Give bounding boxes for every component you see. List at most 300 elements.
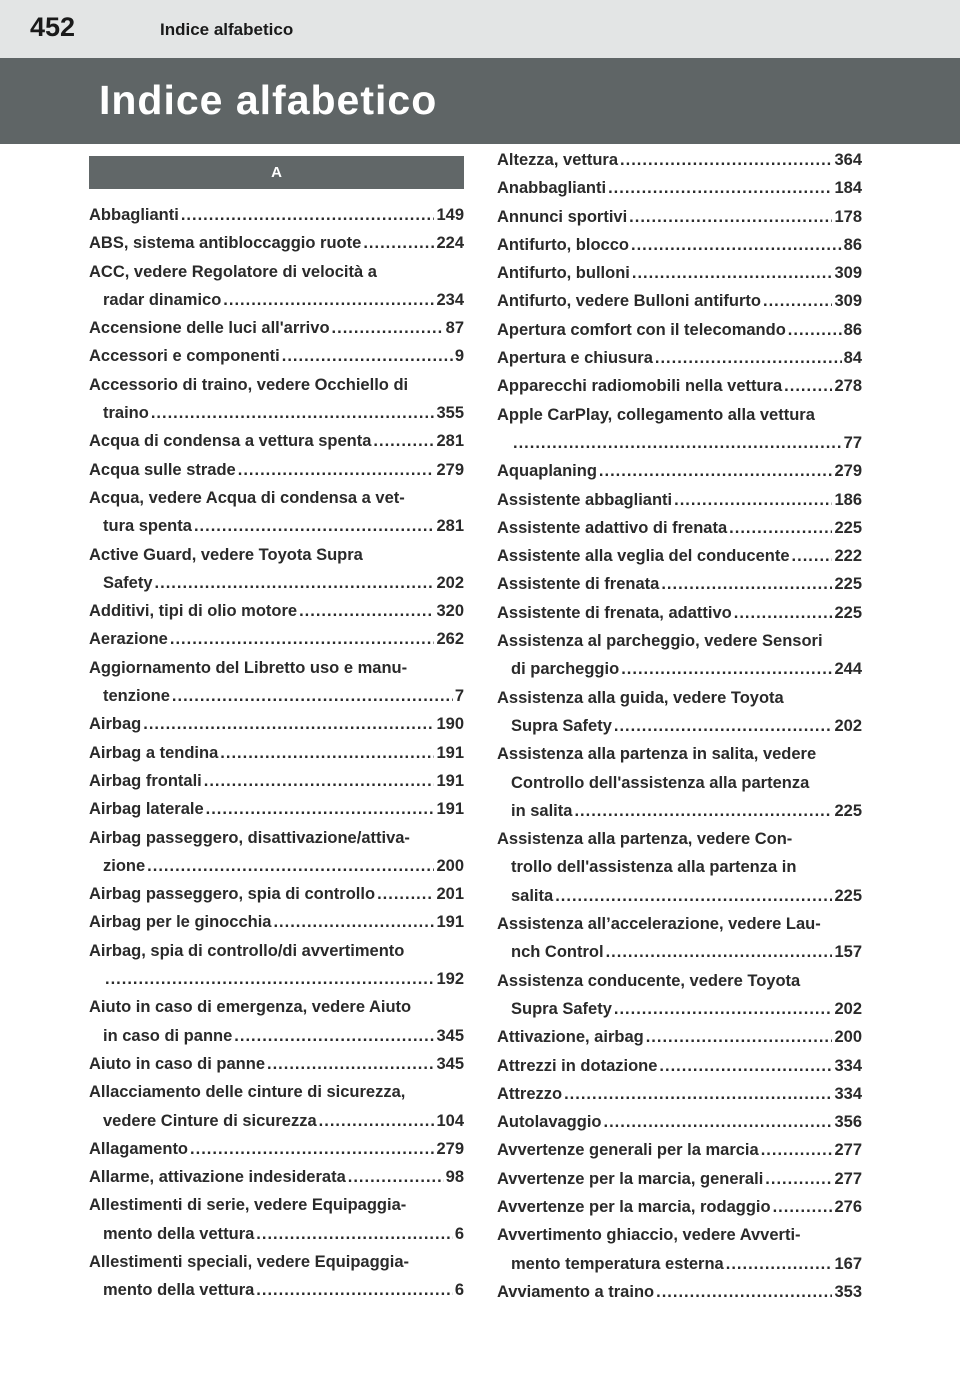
index-entry-text: trollo dell'assistenza alla partenza in (511, 858, 797, 877)
index-entry-line (497, 1080, 862, 1108)
index-entry-page: 279 (436, 460, 464, 479)
index-entry-text: tura spenta (103, 517, 192, 536)
index-entry-page: 278 (834, 377, 862, 396)
index-entry-page: 334 (834, 1084, 862, 1103)
index-entry-page: 225 (834, 575, 862, 594)
index-entry-page: 276 (834, 1197, 862, 1216)
index-entry-text: Apertura comfort con il telecomando (497, 320, 786, 339)
dot-leader (555, 882, 832, 910)
index-entry-page: 178 (834, 207, 862, 226)
index-entry-line (497, 203, 862, 231)
index-entry (497, 1165, 862, 1193)
index-entry-line (497, 797, 862, 825)
index-entry-line (497, 684, 862, 712)
index-entry-line (89, 908, 464, 936)
index-entry-page: 191 (436, 800, 464, 819)
page-number: 452 (30, 12, 76, 42)
dot-leader (659, 1052, 832, 1080)
index-entry-page: 192 (436, 970, 464, 989)
index-entry-line (89, 965, 464, 993)
index-entry-text: Attrezzi in dotazione (497, 1056, 658, 1075)
index-entry-text: tenzione (103, 687, 170, 706)
index-entry-line (497, 967, 862, 995)
dot-leader (194, 512, 435, 540)
index-entry (89, 201, 464, 229)
index-entry-line (89, 258, 464, 286)
index-entry (497, 1052, 862, 1080)
index-entry (497, 1278, 862, 1306)
index-entry (497, 599, 862, 627)
index-entry-text: Annunci sportivi (497, 207, 628, 226)
index-entry-text: Acqua sulle strade (89, 460, 236, 479)
index-list-right (497, 146, 862, 1306)
index-entry-text: Allacciamento delle cinture di sicurezza, (89, 1083, 406, 1102)
index-entry-line (89, 569, 464, 597)
index-entry-text: Controllo dell'assistenza alla partenza (511, 773, 810, 792)
index-entry-page: 6 (454, 1224, 464, 1243)
index-entry-page: 167 (834, 1254, 862, 1273)
index-entry (89, 1191, 464, 1248)
index-entry-text: mento temperatura esterna (511, 1254, 724, 1273)
index-entry (89, 597, 464, 625)
dot-leader (267, 1050, 434, 1078)
index-entry-text: Assistente abbaglianti (497, 490, 673, 509)
index-entry-page: 277 (834, 1169, 862, 1188)
index-entry-text: Airbag (89, 715, 142, 734)
index-entry-page: 77 (843, 433, 862, 452)
index-entry-line (497, 627, 862, 655)
letter-heading: A (89, 156, 464, 189)
index-entry-line (89, 1276, 464, 1304)
index-entry-line (497, 316, 862, 344)
index-entry-page: 186 (834, 490, 862, 509)
index-entry-text: Safety (103, 573, 153, 592)
index-entry (89, 258, 464, 315)
index-entry-line (89, 739, 464, 767)
dot-leader (656, 1278, 832, 1306)
index-entry-line (497, 938, 862, 966)
dot-leader (299, 597, 434, 625)
index-entry-page: 157 (834, 943, 862, 962)
index-entry-page: 201 (436, 885, 464, 904)
index-entry-page: 202 (436, 573, 464, 592)
index-entry-text: Supra Safety (511, 716, 612, 735)
index-entry-text: Assistente di frenata, adattivo (497, 603, 732, 622)
index-entry-line (497, 1136, 862, 1164)
index-entry-text: Acqua, vedere Acqua di condensa a vet- (89, 488, 405, 507)
index-entry-text: ACC, vedere Regolatore di velocità a (89, 262, 377, 281)
index-entry (89, 229, 464, 257)
index-entry-line (89, 767, 464, 795)
index-entry-line (89, 427, 464, 455)
index-entry-page: 7 (454, 687, 464, 706)
index-entry (497, 146, 862, 174)
index-entry-line (497, 570, 862, 598)
dot-leader (105, 965, 434, 993)
index-entry-page: 234 (436, 290, 464, 309)
index-entry-page: 281 (436, 432, 464, 451)
index-entry (497, 684, 862, 741)
index-entry (497, 372, 862, 400)
index-entry-line (497, 344, 862, 372)
index-entry (89, 1135, 464, 1163)
index-entry-text: Anabbaglianti (497, 179, 607, 198)
index-entry-page: 191 (436, 913, 464, 932)
index-entry-line (89, 399, 464, 427)
index-entry-page: 281 (436, 517, 464, 536)
index-entry-page: 191 (436, 771, 464, 790)
index-entry-line (497, 769, 862, 797)
index-entry (497, 967, 862, 1024)
index-entry-text: Airbag passeggero, disattivazione/attiva- (89, 828, 410, 847)
index-entry-page: 190 (436, 715, 464, 734)
index-entry (89, 1078, 464, 1135)
index-entry-text: Additivi, tipi di olio motore (89, 602, 298, 621)
index-entry (497, 514, 862, 542)
index-entry-page: 279 (834, 462, 862, 481)
index-entry-page: 244 (834, 660, 862, 679)
dot-leader (256, 1220, 453, 1248)
index-entry (89, 625, 464, 653)
index-entry-line (497, 174, 862, 202)
index-entry-line (497, 429, 862, 457)
index-entry-line (89, 512, 464, 540)
index-entry-line (89, 852, 464, 880)
index-entry-line (497, 712, 862, 740)
dot-leader (629, 203, 832, 231)
index-entry-text: Avvertenze per la marcia, rodaggio (497, 1197, 771, 1216)
index-entry-text: Allestimenti speciali, vedere Equipaggia- (89, 1252, 410, 1271)
dot-leader (363, 229, 434, 257)
index-entry-line (497, 740, 862, 768)
index-entry (89, 314, 464, 342)
dot-leader (282, 342, 453, 370)
index-entry-page: 277 (834, 1141, 862, 1160)
index-entry-line (497, 457, 862, 485)
index-entry-line (497, 146, 862, 174)
dot-leader (599, 457, 833, 485)
dot-leader (606, 938, 833, 966)
index-entry-line (497, 259, 862, 287)
index-entry-text: Abbaglianti (89, 206, 179, 224)
dot-leader (234, 1022, 434, 1050)
index-entry-line (497, 1052, 862, 1080)
index-entry-line (89, 1248, 464, 1276)
index-entry-line (497, 599, 862, 627)
index-entry-text: Aquaplaning (497, 462, 597, 481)
dot-leader (734, 599, 833, 627)
index-entry-line (89, 342, 464, 370)
dot-leader (646, 1023, 833, 1051)
index-entry-page: 225 (834, 886, 862, 905)
index-entry-line (497, 995, 862, 1023)
index-entry-page: 355 (436, 404, 464, 423)
dot-leader (238, 456, 435, 484)
dot-leader (564, 1080, 832, 1108)
dot-leader (513, 429, 842, 457)
dot-leader (143, 710, 434, 738)
index-entry-text: Allarme, attivazione indesiderata (89, 1168, 346, 1187)
index-entry-page: 98 (445, 1168, 464, 1187)
index-entry-text: mento della vettura (103, 1224, 255, 1243)
index-entry-line (497, 853, 862, 881)
index-entry-line (89, 1191, 464, 1219)
index-entry-line (89, 456, 464, 484)
index-entry (497, 570, 862, 598)
index-entry (89, 908, 464, 936)
index-entry-text: Airbag a tendina (89, 743, 219, 762)
header-bar (0, 0, 960, 58)
index-entry-page: 200 (834, 1028, 862, 1047)
index-entry-line (89, 541, 464, 569)
dot-leader (614, 712, 833, 740)
index-entry (89, 1050, 464, 1078)
index-entry-text: in salita (511, 801, 573, 820)
index-entry-line (89, 625, 464, 653)
dot-leader (674, 486, 832, 514)
title-banner (0, 58, 960, 144)
index-entry (497, 825, 862, 910)
index-entry (89, 371, 464, 428)
dot-leader (761, 1136, 833, 1164)
index-entry-line (497, 287, 862, 315)
index-entry-page: 86 (843, 320, 862, 339)
dot-leader (348, 1163, 444, 1191)
index-entry (89, 824, 464, 881)
dot-leader (332, 314, 444, 342)
index-entry-line (89, 880, 464, 908)
dot-leader (377, 880, 434, 908)
index-entry-text: Assistenza alla partenza, vedere Con- (497, 830, 793, 849)
index-entry-line (89, 1107, 464, 1135)
index-entry-text: Acqua di condensa a vettura spenta (89, 432, 372, 451)
index-entry (89, 427, 464, 455)
index-entry (89, 1163, 464, 1191)
index-entry-line (497, 1165, 862, 1193)
index-entry (497, 910, 862, 967)
index-entry-line (497, 910, 862, 938)
index-entry (497, 1136, 862, 1164)
index-entry-line (89, 1050, 464, 1078)
index-entry-text: Altezza, vettura (497, 151, 619, 169)
index-entry-text: Aggiornamento del Libretto uso e manu- (89, 658, 408, 677)
dot-leader (765, 1165, 832, 1193)
index-entry-text: traino (103, 404, 149, 423)
index-entry (89, 993, 464, 1050)
index-entry-page: 191 (436, 743, 464, 762)
index-entry-page: 104 (436, 1111, 464, 1130)
dot-leader (726, 1250, 833, 1278)
dot-leader (614, 995, 833, 1023)
index-entry (497, 1221, 862, 1278)
index-entry-page: 353 (834, 1282, 862, 1301)
index-entry (497, 174, 862, 202)
index-entry-text: Antifurto, vedere Bulloni antifurto (497, 292, 761, 311)
dot-leader (632, 259, 833, 287)
dot-leader (204, 767, 435, 795)
index-entry-page: 202 (834, 716, 862, 735)
index-entry (89, 484, 464, 541)
index-entry-line (497, 1193, 862, 1221)
index-entry-page: 225 (834, 518, 862, 537)
index-entry-line (89, 1022, 464, 1050)
index-entry-page: 345 (436, 1054, 464, 1073)
index-entry-line (89, 286, 464, 314)
dot-leader (729, 514, 832, 542)
index-entry-text: Apple CarPlay, collegamento alla vettura (497, 405, 815, 424)
index-entry-line (497, 1250, 862, 1278)
index-entry-line (497, 372, 862, 400)
index-entry-page: 224 (436, 234, 464, 253)
index-entry-text: vedere Cinture di sicurezza (103, 1111, 317, 1130)
index-entry-text: Supra Safety (511, 999, 612, 1018)
index-entry-text: radar dinamico (103, 290, 222, 309)
dot-leader (788, 316, 842, 344)
dot-leader (763, 287, 832, 315)
index-entry-line (89, 314, 464, 342)
dot-leader (792, 542, 833, 570)
index-entry-page: 262 (436, 630, 464, 649)
index-entry-line (89, 710, 464, 738)
index-entry (497, 1023, 862, 1051)
index-entry-text: Active Guard, vedere Toyota Supra (89, 545, 363, 564)
index-entry-line (89, 371, 464, 399)
index-entry-text: Accessori e componenti (89, 347, 280, 366)
index-entry (497, 1193, 862, 1221)
index-entry-line (89, 1163, 464, 1191)
index-entry-text: Aiuto in caso di emergenza, vedere Aiuto (89, 998, 412, 1017)
dot-leader (655, 344, 842, 372)
index-entry-text: Allestimenti di serie, vedere Equipaggia- (89, 1196, 407, 1215)
index-entry-line (89, 993, 464, 1021)
index-entry-text: Aerazione (89, 630, 168, 649)
index-entry-text: Assistente adattivo di frenata (497, 518, 728, 537)
index-entry (89, 739, 464, 767)
index-entry-text: Avvertimento ghiaccio, vedere Avverti- (497, 1226, 801, 1245)
index-entry (497, 457, 862, 485)
index-entry-text: Attivazione, airbag (497, 1028, 644, 1047)
index-entry-line (89, 824, 464, 852)
index-entry (497, 344, 862, 372)
index-entry-text: Aiuto in caso di panne (89, 1054, 266, 1073)
index-entry-page: 225 (834, 603, 862, 622)
index-entry-text: Autolavaggio (497, 1113, 602, 1132)
index-entry-text: Assistenza alla partenza in salita, vedere (497, 745, 817, 764)
index-entry-text: di parcheggio (511, 660, 620, 679)
dot-leader (773, 1193, 833, 1221)
index-entry (497, 401, 862, 458)
dot-leader (373, 427, 434, 455)
dot-leader (181, 201, 435, 229)
index-entry (497, 316, 862, 344)
index-entry-page: 345 (436, 1026, 464, 1045)
dot-leader (621, 655, 832, 683)
index-entry-text: Assistenza alla guida, vedere Toyota (497, 688, 784, 707)
index-entry (497, 231, 862, 259)
index-entry-line (89, 484, 464, 512)
index-entry-page: 87 (445, 319, 464, 338)
index-entry-page: 364 (834, 151, 862, 169)
dot-leader (147, 852, 434, 880)
index-entry-line (497, 882, 862, 910)
index-entry-page: 309 (834, 264, 862, 283)
index-entry-page: 6 (454, 1281, 464, 1300)
dot-leader (172, 682, 453, 710)
index-entry (497, 259, 862, 287)
index-entry-text: Apparecchi radiomobili nella vettura (497, 377, 783, 396)
index-entry (497, 1108, 862, 1136)
index-entry-text: mento della vettura (103, 1281, 255, 1300)
index-entry-text: Assistente di frenata (497, 575, 660, 594)
index-entry (497, 740, 862, 825)
dot-leader (631, 231, 842, 259)
dot-leader (155, 569, 435, 597)
dot-leader (620, 146, 832, 174)
index-entry-line (89, 201, 464, 229)
index-entry-text: Airbag passeggero, spia di controllo (89, 885, 376, 904)
index-entry (497, 627, 862, 684)
index-entry (89, 710, 464, 738)
page-title: Indice alfabetico (99, 77, 438, 123)
index-entry (89, 795, 464, 823)
index-entry (89, 541, 464, 598)
index-entry (89, 456, 464, 484)
dot-leader (151, 399, 435, 427)
index-entry-page: 84 (843, 349, 862, 368)
dot-leader (604, 1108, 833, 1136)
index-entry-text: Assistente alla veglia del conducente (497, 547, 790, 566)
dot-leader (190, 1135, 434, 1163)
index-entry-text: Assistenza conducente, vedere Toyota (497, 971, 801, 990)
index-entry-text: Assistenza al parcheggio, vedere Sensori (497, 632, 823, 651)
index-entry (89, 937, 464, 994)
index-entry-text: Airbag laterale (89, 800, 204, 819)
dot-leader (784, 372, 832, 400)
index-entry-page: 149 (436, 206, 464, 224)
index-entry-line (497, 542, 862, 570)
index-entry-text: Airbag per le ginocchia (89, 913, 272, 932)
index-entry-text: Avvertenze per la marcia, generali (497, 1169, 764, 1188)
dot-leader (206, 795, 435, 823)
index-entry-line (89, 229, 464, 257)
dot-leader (608, 174, 832, 202)
index-entry-page: 309 (834, 292, 862, 311)
index-entry-line (497, 655, 862, 683)
index-entry-line (497, 486, 862, 514)
index-entry-text: Attrezzo (497, 1084, 563, 1103)
index-entry-text: Avvertenze generali per la marcia (497, 1141, 759, 1160)
index-entry-line (89, 597, 464, 625)
index-entry (497, 287, 862, 315)
index-entry (89, 342, 464, 370)
index-entry-text: Airbag frontali (89, 771, 202, 790)
index-entry-line (497, 401, 862, 429)
index-list-left (89, 201, 464, 1305)
index-entry-line (497, 1108, 862, 1136)
dot-leader (319, 1107, 435, 1135)
index-entry-text: Apertura e chiusura (497, 349, 653, 368)
index-column-right (497, 146, 862, 1306)
index-entry-text: Avviamento a traino (497, 1282, 655, 1301)
index-entry-text: zione (103, 856, 146, 875)
index-entry (89, 1248, 464, 1305)
index-entry-line (497, 1278, 862, 1306)
index-entry (497, 542, 862, 570)
index-entry (89, 880, 464, 908)
index-entry-line (89, 795, 464, 823)
index-entry-line (497, 231, 862, 259)
index-entry-page: 225 (834, 801, 862, 820)
